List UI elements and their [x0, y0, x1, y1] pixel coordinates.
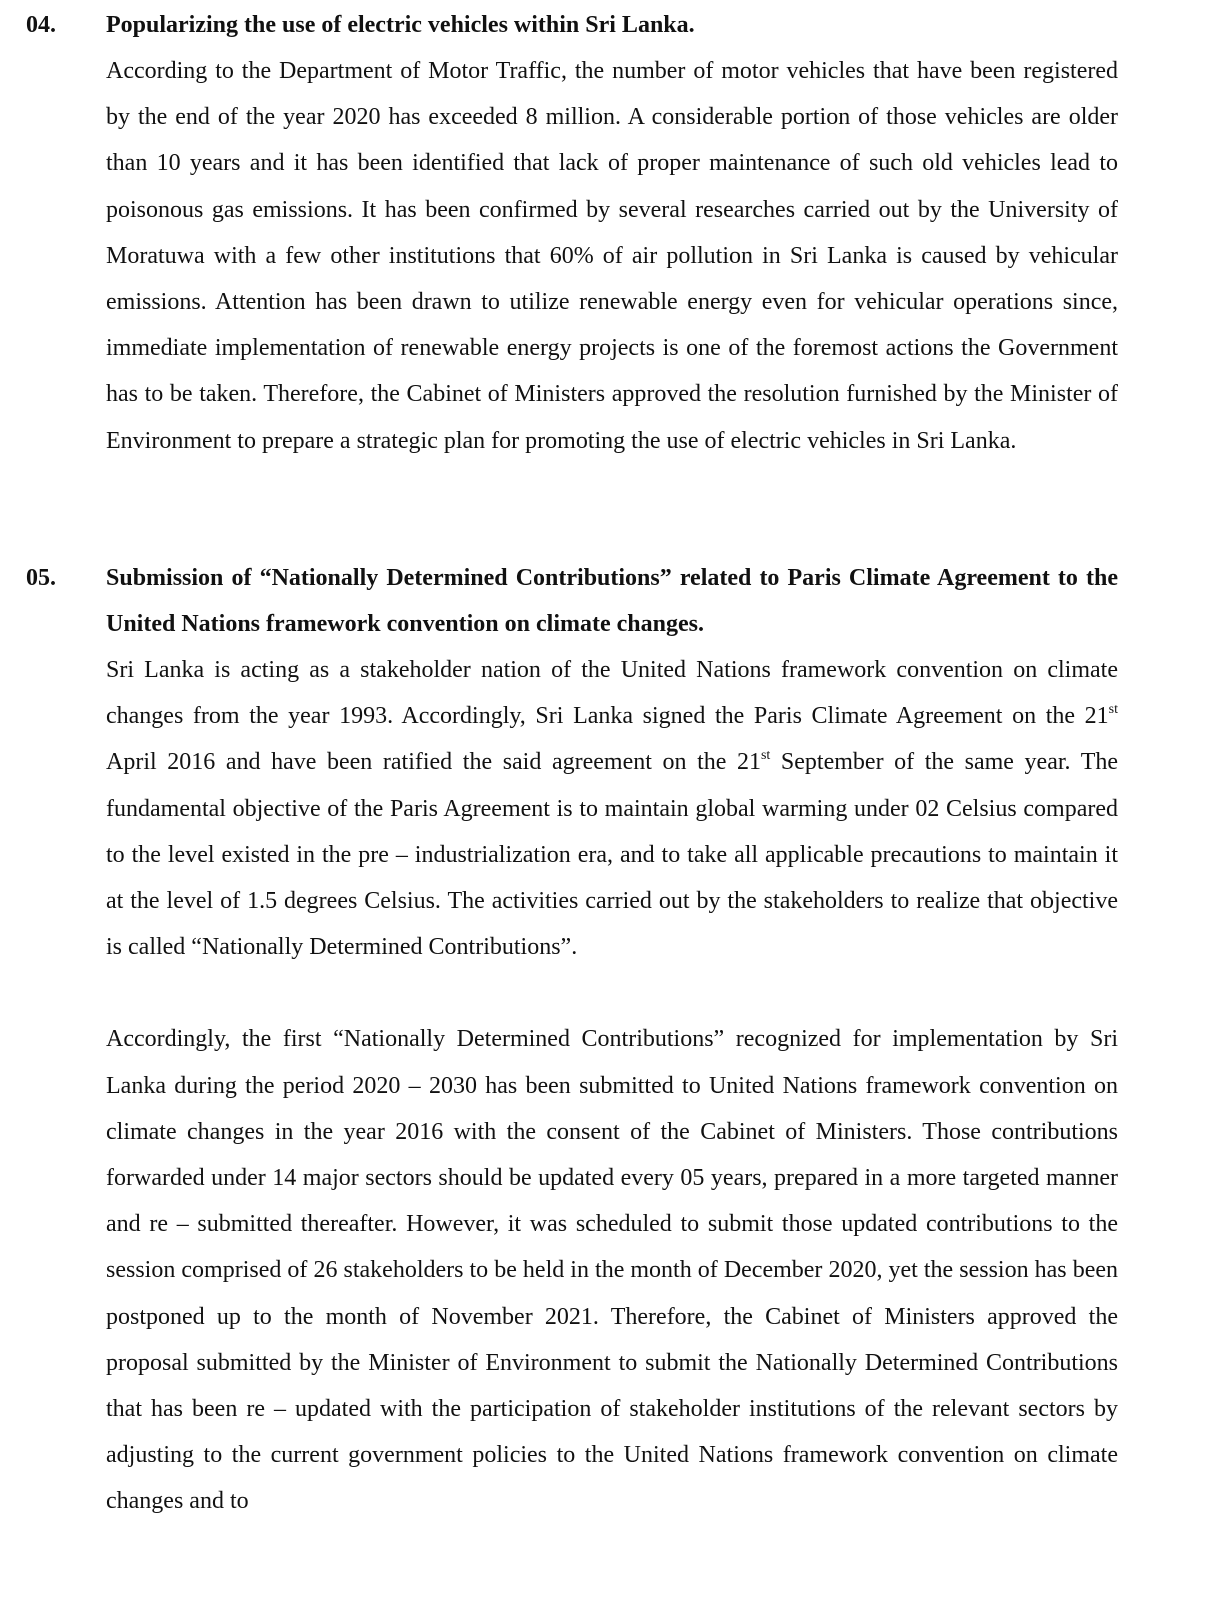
ordinal-suffix: st — [760, 748, 771, 764]
paragraph-text: April 2016 and have been ratified the said agreement on the 21 — [106, 749, 761, 776]
item-title: Submission of “Nationally Determined Contributions” related to Paris Climate Agreement to the United Nations framework convention on climate changes. — [106, 565, 1118, 637]
item-paragraph: Accordingly, the first “Nationally Determined Contributions” recognized for implementation by Sri Lanka during the period 2020 – 2030 has been submitted to United Nations framework convention on climate changes in the year 2016 with the consent of the Cabinet of Ministers. Those contributions forwarded under 14 major sectors should be updated every 05 years, prepared in a more targeted manner and re – submitted thereafter. However, it was scheduled to submit those updated contributions to the session comprised of 26 stakeholders to be held in the month of December 2020, yet the session has been postponed up to the month of November 2021. Therefore, the Cabinet of Ministers approved the proposal submitted by the Minister of Environment to submit the Nationally Determined Contributions that has been re – updated with the participation of stakeholder institutions of the relevant sectors by adjusting to the current government policies to the United Nations framework convention on climate changes and to — [106, 1026, 1118, 1515]
paragraph-text: September of the same year. The fundamental objective of the Paris Agreement is to maintain global warming under 02 Celsius compared to the level existed in the pre – industrialization era, and to take all applicable precautions to maintain it at the level of 1.5 degrees Celsius. The activities carried out by the stakeholders to realize that objective is called “Nationally Determined Contributions”. — [106, 749, 1118, 961]
item-paragraph: According to the Department of Motor Traffic, the number of motor vehicles that have been registered by the end of the year 2020 has exceeded 8 million. A considerable portion of those vehicles are older than 10 years and it has been identified that lack of proper maintenance of such old vehicles lead to poisonous gas emissions. It has been confirmed by several researches carried out by the University of Moratuwa with a few other institutions that 60% of air pollution in Sri Lanka is caused by vehicular emissions. Attention has been drawn to utilize renewable energy even for vehicular operations since, immediate implementation of renewable energy projects is one of the foremost actions the Government has to be taken. Therefore, the Cabinet of Ministers approved the resolution furnished by the Minister of Environment to prepare a strategic plan for promoting the use of electric vehicles in Sri Lanka. — [106, 58, 1118, 454]
paragraph-text: Sri Lanka is acting as a stakeholder nation of the United Nations framework convention on climate changes from the year 1993. Accordingly, Sri Lanka signed the Paris Climate Agreement on the 21 — [106, 657, 1118, 730]
item-title: Popularizing the use of electric vehicles within Sri Lanka. — [106, 12, 695, 38]
item-body — [106, 2, 1118, 464]
ordinal-suffix: st — [1108, 702, 1118, 718]
item-paragraph — [106, 647, 1118, 970]
item-number: 04. — [26, 12, 56, 38]
item-number: 05. — [26, 565, 56, 591]
item-body — [106, 555, 1118, 1525]
